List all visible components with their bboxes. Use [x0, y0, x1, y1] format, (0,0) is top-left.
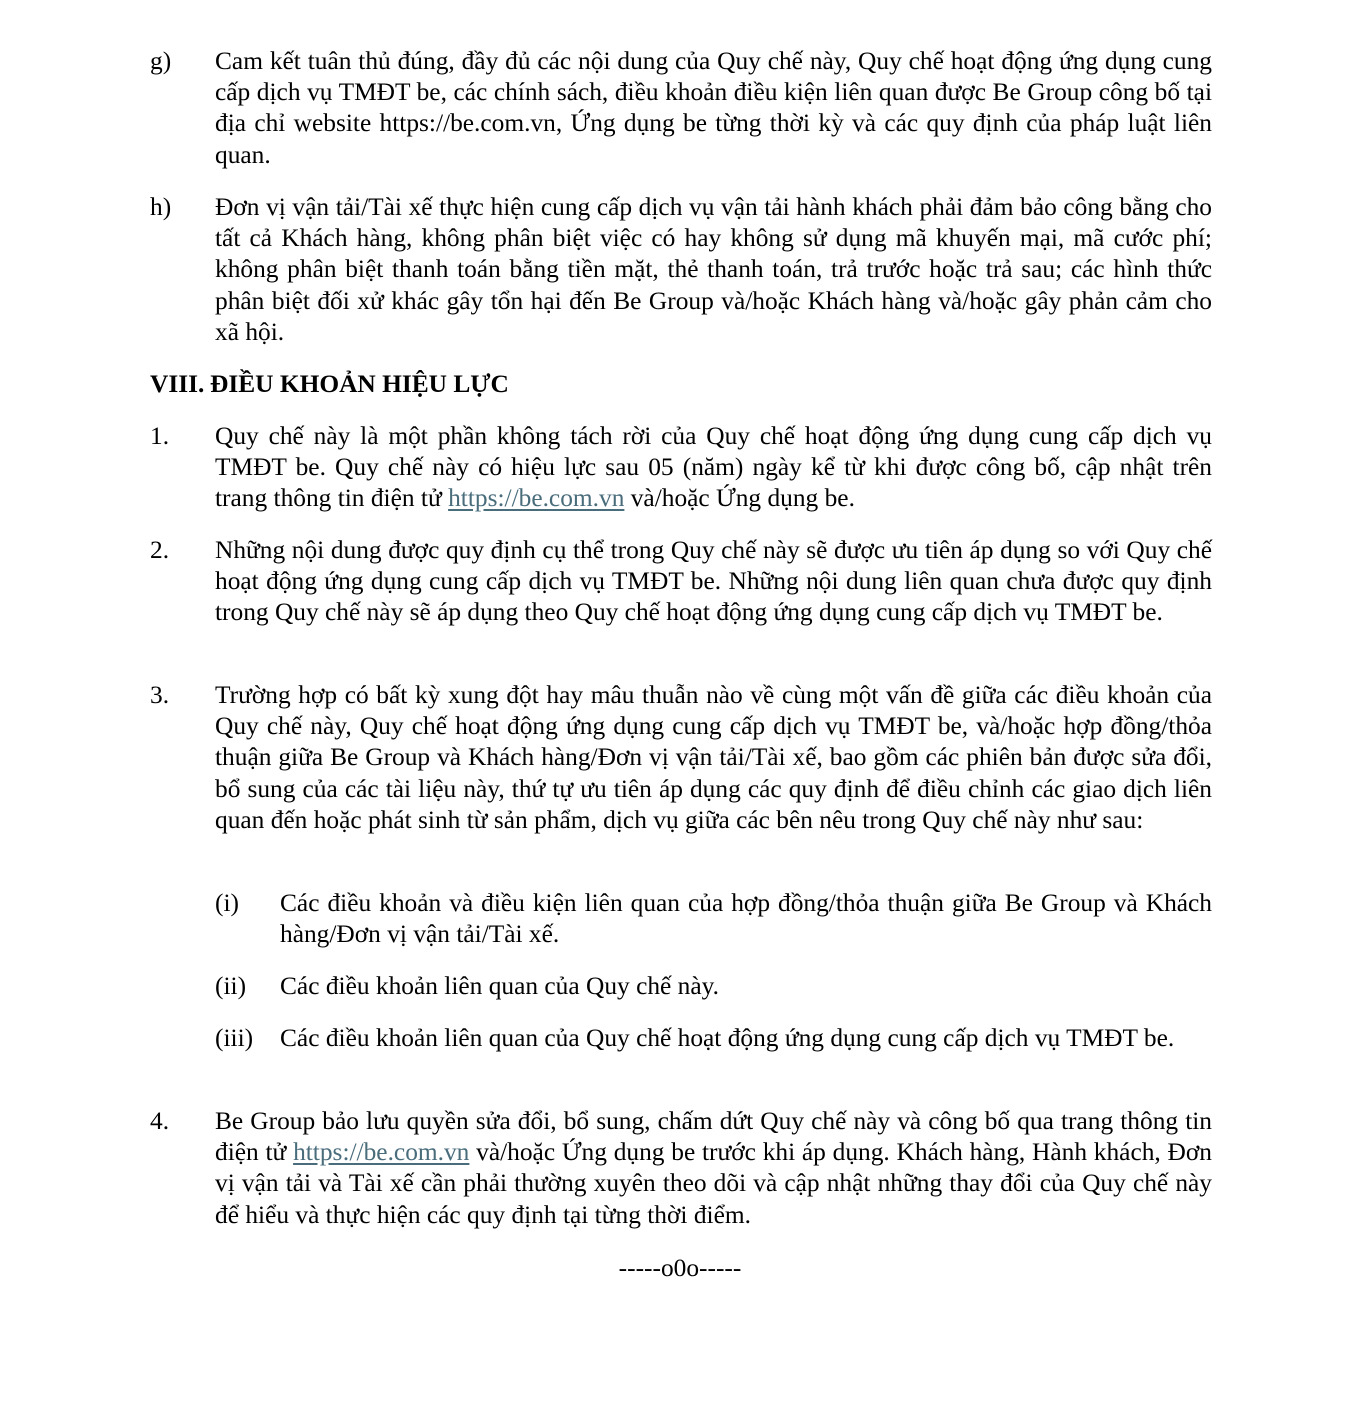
list-item-text: Đơn vị vận tải/Tài xế thực hiện cung cấp dịch vụ vận tải hành khách phải đảm bảo công bằng cho tất cả Khách hàng, không phân biệt việc có hay không sử dụng mã khuyến mại, mã cước phí; không phân biệt thanh toán bằng tiền mặt, thẻ thanh toán, trả trước hoặc trả sau; các hình thức phân biệt đối xử khác gây tổn hại đến Be Group và/hoặc Khách hàng và/hoặc gây phản cảm cho xã hội. [215, 193, 1212, 346]
clause-marker: 3. [150, 681, 170, 709]
website-link[interactable]: https://be.com.vn [293, 1138, 470, 1167]
clause-text [215, 421, 1212, 515]
subitem-text: Các điều khoản liên quan của Quy chế này. [280, 972, 720, 1000]
subitem-iii [215, 1023, 1212, 1054]
subitem-ii [215, 971, 1212, 1002]
list-marker: g) [150, 47, 172, 75]
section-title: ĐIỀU KHOẢN HIỆU LỰC [210, 370, 509, 398]
clause-1 [150, 421, 1212, 515]
clause-text: Những nội dung được quy định cụ thể trong Quy chế này sẽ được ưu tiên áp dụng so với Quy chế hoạt động ứng dụng cung cấp dịch vụ TMĐT be. Những nội dung liên quan chưa được quy định trong Quy chế này sẽ áp dụng theo Quy chế hoạt động ứng dụng cung cấp dịch vụ TMĐT be. [215, 536, 1212, 627]
clause-text-after: và/hoặc Ứng dụng be. [624, 484, 855, 513]
clause-marker: 2. [150, 536, 170, 564]
clause-2 [150, 535, 1212, 629]
clause-text-before: Quy chế này là một phần không tách rời của Quy chế hoạt động ứng dụng cung cấp dịch vụ TMĐT be. Quy chế này có hiệu lực sau 05 (năm) ngày kể từ khi được công bố, cập nhật trên trang thông tin điện tử [215, 422, 1212, 513]
document-end-mark: -----o0o----- [618, 1254, 742, 1282]
list-item-h [150, 192, 1212, 348]
clause-text [215, 1106, 1212, 1231]
section-number: VIII. [150, 370, 205, 398]
subitem-text: Các điều khoản liên quan của Quy chế hoạt động ứng dụng cung cấp dịch vụ TMĐT be. [280, 1024, 1175, 1052]
subitem-marker: (ii) [215, 972, 247, 1000]
list-item-text: Cam kết tuân thủ đúng, đầy đủ các nội dung của Quy chế này, Quy chế hoạt động ứng dụng cung cấp dịch vụ TMĐT be, các chính sách, điều khoản điều kiện liên quan được Be Group công bố tại địa chỉ website https://be.com.vn, Ứng dụng be từng thời kỳ và các quy định của pháp luật liên quan. [215, 47, 1212, 169]
list-marker: h) [150, 193, 172, 221]
clause-marker: 4. [150, 1107, 170, 1135]
subitem-marker: (iii) [215, 1024, 254, 1052]
subitem-text: Các điều khoản và điều kiện liên quan của hợp đồng/thỏa thuận giữa Be Group và Khách hàng/Đơn vị vận tải/Tài xế. [280, 889, 1212, 949]
subitem-i [215, 888, 1212, 950]
clause-text-before: Be Group bảo lưu quyền sửa đổi, bổ sung, chấm dứt Quy chế này và công bố qua trang thông tin điện tử [215, 1107, 1212, 1167]
website-link[interactable]: https://be.com.vn [448, 484, 625, 513]
subitem-marker: (i) [215, 889, 239, 917]
clause-3 [150, 680, 1212, 836]
clause-marker: 1. [150, 422, 170, 450]
list-item-g [150, 46, 1212, 171]
clause-text-after: và/hoặc Ứng dụng be trước khi áp dụng. Khách hàng, Hành khách, Đơn vị vận tải và Tài xế cần phải thường xuyên theo dõi và cập nhật những thay đổi của Quy chế này để hiểu và thực hiện các quy định tại từng thời điểm. [215, 1138, 1212, 1229]
clause-4 [150, 1106, 1212, 1231]
section-heading [150, 369, 509, 400]
clause-text: Trường hợp có bất kỳ xung đột hay mâu thuẫn nào về cùng một vấn đề giữa các điều khoản của Quy chế này, Quy chế hoạt động ứng dụng cung cấp dịch vụ TMĐT be, và/hoặc hợp đồng/thỏa thuận giữa Be Group và Khách hàng/Đơn vị vận tải/Tài xế, bao gồm các phiên bản được sửa đổi, bổ sung của các tài liệu này, thứ tự ưu tiên áp dụng các quy định để điều chỉnh các giao dịch liên quan đến hoặc phát sinh từ sản phẩm, dịch vụ giữa các bên nêu trong Quy chế này như sau: [215, 681, 1212, 834]
